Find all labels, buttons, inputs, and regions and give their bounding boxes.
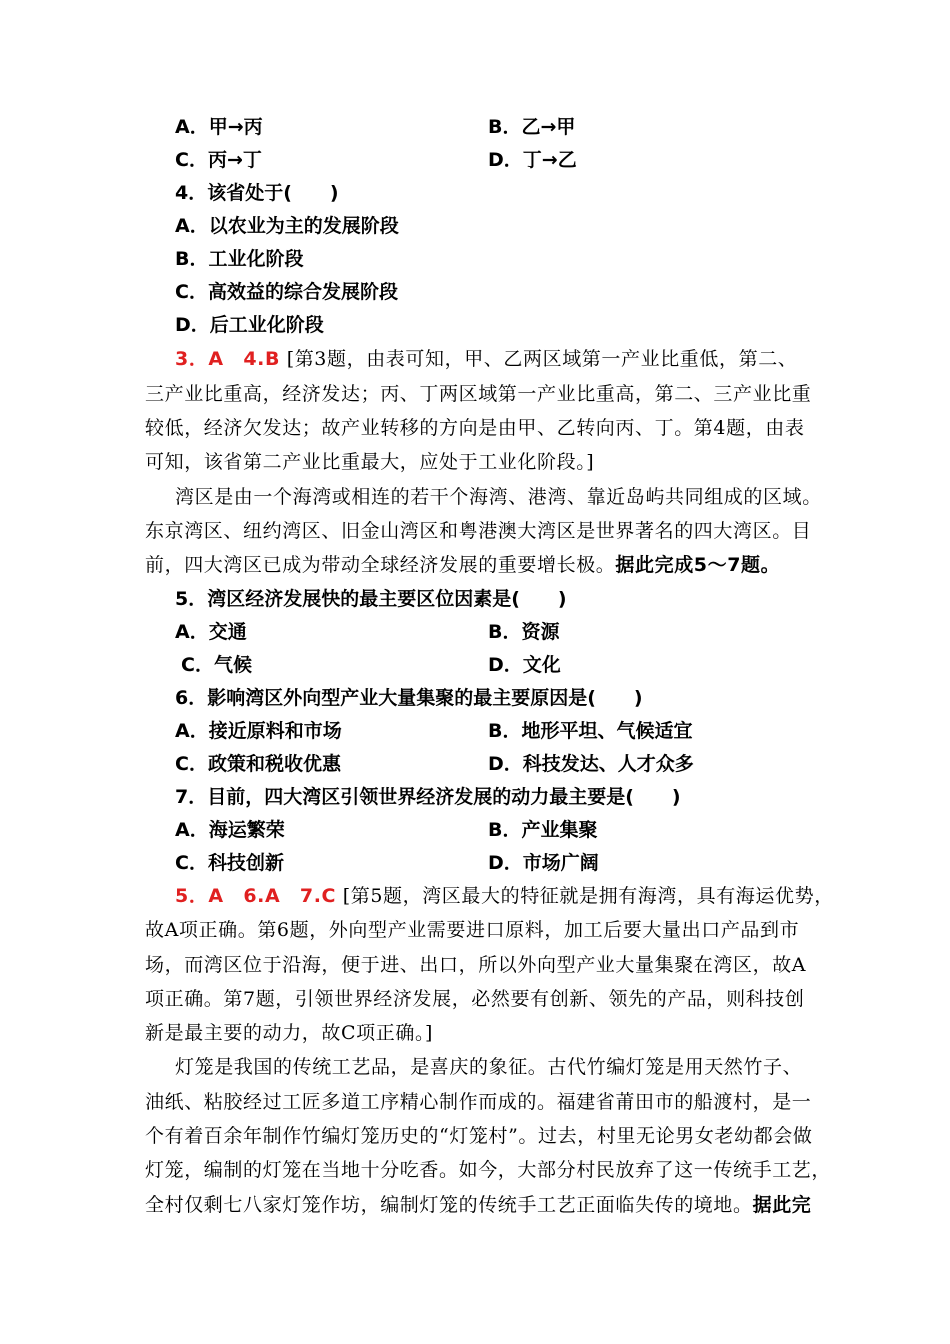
lantern-passage-text-5: 全村仅剩七八家灯笼作坊，编制灯笼的传统手工艺正面临失传的境地。	[145, 1194, 753, 1216]
answer-3-4-line-3: 较低，经济欠发达；故产业转移的方向是由甲、乙转向丙、丁。第4题，由表	[145, 417, 805, 439]
q7-stem: 7．目前，四大湾区引领世界经济发展的动力最主要是( )	[175, 786, 681, 808]
answer-5-7-line-5: 新是最主要的动力，故C项正确。]	[145, 1022, 434, 1044]
q3-option-d: D．丁→乙	[488, 149, 577, 171]
bay-passage-line-3	[145, 553, 780, 577]
q6-option-c: C．政策和税收优惠	[175, 753, 341, 775]
answer-3-4-text-1: [第3题，由表可知，甲、乙两区域第一产业比重低，第二、	[286, 348, 798, 370]
bay-passage-text-3: 前，四大湾区已成为带动全球经济发展的重要增长极。	[145, 554, 616, 576]
q5-option-d: D．文化	[488, 654, 561, 676]
q5-option-c: C．气候	[181, 654, 252, 676]
q6-option-b: B．地形平坦、气候适宜	[488, 720, 693, 742]
q6-stem: 6．影响湾区外向型产业大量集聚的最主要原因是( )	[175, 687, 643, 709]
answer-3-4-label: 3．A 4.B	[175, 348, 281, 370]
q4-option-d: D．后工业化阶段	[175, 314, 324, 336]
q4-option-c: C．高效益的综合发展阶段	[175, 281, 398, 303]
q3-option-b: B．乙→甲	[488, 116, 576, 138]
answer-3-4-line-4: 可知，该省第二产业比重最大，应处于工业化阶段。]	[145, 451, 595, 473]
q7-option-a: A．海运繁荣	[175, 819, 285, 841]
answer-3-4-line-2: 三产业比重高，经济发达；丙、丁两区域第一产业比重高，第二、三产业比重	[145, 383, 812, 405]
answer-5-7-text-1: [第5题，湾区最大的特征就是拥有海湾，具有海运优势，	[342, 885, 834, 907]
q5-stem: 5．湾区经济发展快的最主要区位因素是( )	[175, 588, 567, 610]
q4-option-b: B．工业化阶段	[175, 248, 304, 270]
lantern-passage-line-5	[145, 1193, 811, 1217]
answer-5-7-line-4: 项正确。第7题，引领世界经济发展，必然要有创新、领先的产品，则科技创	[145, 988, 805, 1010]
q5-option-a: A．交通	[175, 621, 247, 643]
q7-option-b: B．产业集聚	[488, 819, 598, 841]
q3-option-c: C．丙→丁	[175, 149, 262, 171]
answer-3-4-line-1	[175, 347, 797, 371]
lantern-passage-line-1: 灯笼是我国的传统工艺品，是喜庆的象征。古代竹编灯笼是用天然竹子、	[175, 1056, 803, 1078]
q5-option-b: B．资源	[488, 621, 560, 643]
q6-option-d: D．科技发达、人才众多	[488, 753, 694, 775]
q6-option-a: A．接近原料和市场	[175, 720, 342, 742]
lantern-passage-line-4: 灯笼，编制的灯笼在当地十分吃香。如今，大部分村民放弃了这一传统手工艺，	[145, 1159, 832, 1181]
lantern-passage-line-2: 油纸、粘胶经过工匠多道工序精心制作而成的。福建省莆田市的船渡村，是一	[145, 1091, 812, 1113]
q4-option-a: A．以农业为主的发展阶段	[175, 215, 399, 237]
q3-option-a: A．甲→丙	[175, 116, 263, 138]
q7-option-c: C．科技创新	[175, 852, 284, 874]
bay-passage-line-2: 东京湾区、纽约湾区、旧金山湾区和粤港澳大湾区是世界著名的四大湾区。目	[145, 520, 812, 542]
bay-passage-instruction: 据此完成5～7题。	[615, 554, 781, 576]
answer-5-7-line-2: 故A项正确。第6题，外向型产业需要进口原料，加工后要大量出口产品到市	[145, 919, 800, 941]
q7-option-d: D．市场广阔	[488, 852, 599, 874]
lantern-passage-instruction: 据此完	[752, 1194, 812, 1216]
lantern-passage-line-3: 个有着百余年制作竹编灯笼历史的“灯笼村”。过去，村里无论男女老幼都会做	[145, 1125, 813, 1147]
answer-5-7-line-3: 场，而湾区位于沿海，便于进、出口，所以外向型产业大量集聚在湾区，故A	[145, 954, 807, 976]
answer-5-7-label: 5．A 6.A 7.C	[175, 885, 337, 907]
q4-stem: 4．该省处于( )	[175, 182, 339, 204]
bay-passage-line-1: 湾区是由一个海湾或相连的若干个海湾、港湾、靠近岛屿共同组成的区域。	[175, 486, 822, 508]
answer-5-7-line-1	[175, 884, 834, 908]
